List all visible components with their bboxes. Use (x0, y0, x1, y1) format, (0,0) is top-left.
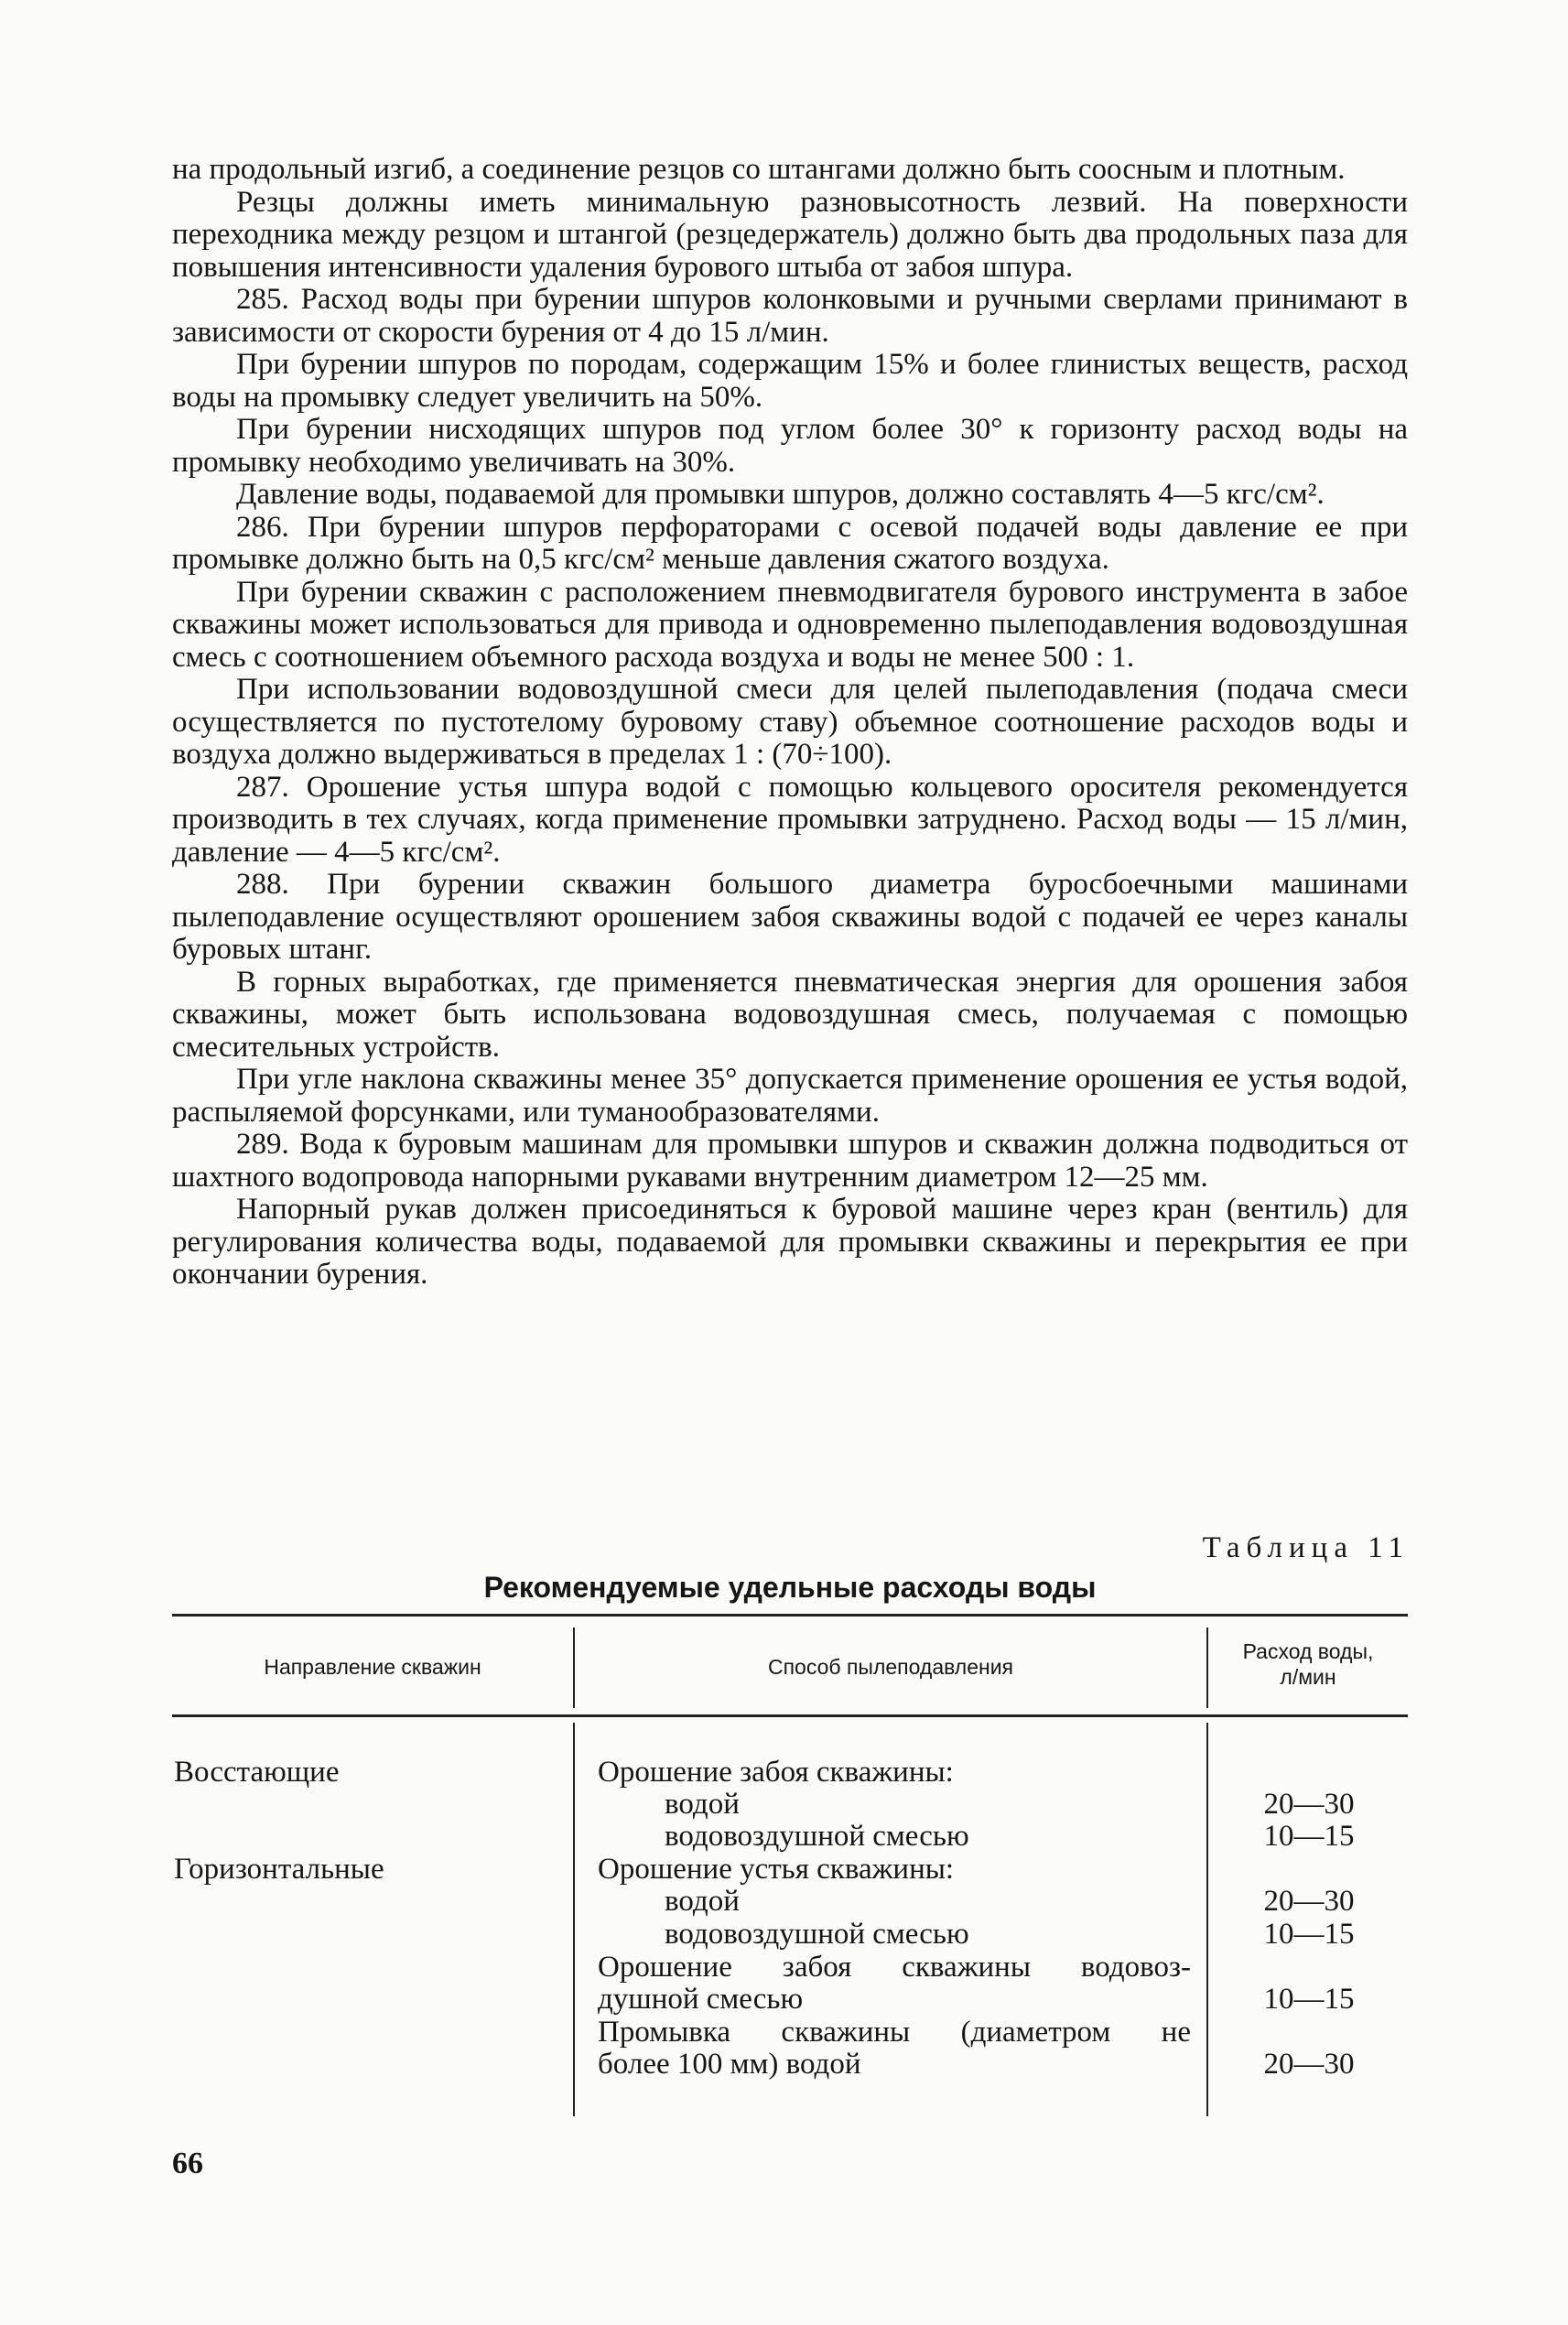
rate-cell: 20—30 (1263, 1788, 1355, 1821)
paragraph: 288. При бурении скважин большого диаметра буросбоечными машинами пылеподавление осуществляют орошением забоя скважины водой с подачей ее через каналы буровых штанг. (172, 868, 1408, 966)
rate-cell: 10—15 (1263, 1918, 1355, 1951)
paragraph: 285. Расход воды при бурении шпуров колонковыми и ручными сверлами принимают в зависимости от скорости бурения от 4 до 15 л/мин. (172, 283, 1408, 349)
rate-cell: 20—30 (1263, 1885, 1355, 1918)
paragraph: Резцы должны иметь минимальную разновысотность лезвий. На поверхности переходника между резцом и штангой (резцедержатель) должно быть два продольных паза для повышения интенсивности удаления бурового штыба от забоя шпура. (172, 185, 1408, 284)
method-line: Орошение устья скважины: (598, 1853, 955, 1886)
method-line: водой (665, 1788, 740, 1821)
paragraph: Напорный рукав должен присоединяться к буровой машине через кран (вентиль) для регулирования количества воды, подаваемой для промывки скважины и перекрытия ее при окончании бурения. (172, 1193, 1408, 1291)
paragraph: При использовании водовоздушной смеси для целей пылеподавления (подача смеси осуществляется по пустотелому буровому ставу) объемное соотношение расходов воды и воздуха должно выдерживаться в пределах 1 : (70÷100). (172, 673, 1408, 771)
column-divider (573, 1723, 575, 2116)
header-direction: Направление скважин (264, 1655, 481, 1679)
method-line: Орошение забоя скважины водовоз- (598, 1951, 1191, 1984)
method-line: душной смесью (598, 1983, 804, 2016)
paragraph: При угле наклона скважины менее 35° допускается применение орошения ее устья водой, распыляемой форсунками, или туманообразователями. (172, 1063, 1408, 1129)
header-rate-line: л/мин (1280, 1665, 1336, 1689)
rate-cell: 10—15 (1263, 1820, 1355, 1853)
paragraph: При бурении шпуров по породам, содержащим 15% и более глинистых веществ, расход воды на промывку следует увеличить на 50%. (172, 348, 1408, 414)
paragraph: 287. Орошение устья шпура водой с помощью кольцевого оросителя рекомендуется производить в тех случаях, когда применение промывки затруднено. Расход воды — 15 л/мин, давление — 4—5 кгс/см². (172, 770, 1408, 869)
paragraph: на продольный изгиб, а соединение резцов со штангами должно быть соосным и плотным. (172, 153, 1346, 186)
rate-cell: 20—30 (1263, 2048, 1355, 2081)
header-rate (1208, 1638, 1408, 1690)
rate-cell: 10—15 (1263, 1983, 1355, 2016)
column-divider (1206, 1723, 1208, 2116)
header-rate-line: Расход воды, (1242, 1639, 1374, 1663)
header-method: Способ пылеподавления (767, 1655, 1014, 1679)
table-header-rule (172, 1714, 1408, 1717)
method-line: водовоздушной смесью (665, 1820, 969, 1853)
paragraph: Давление воды, подаваемой для промывки шпуров, должно составлять 4—5 кгс/см². (236, 478, 1325, 511)
table-title: Рекомендуемые удельные расходы воды (483, 1571, 1097, 1604)
method-line: Промывка скважины (диаметром не (598, 2016, 1191, 2049)
paragraph: 286. При бурении шпуров перфораторами с осевой подачей воды давление ее при промывке должно быть на 0,5 кгс/см² меньше давления сжатого воздуха. (172, 510, 1408, 576)
table-top-rule (172, 1614, 1408, 1617)
method-line: более 100 мм) водой (598, 2048, 861, 2081)
paragraph: При бурении скважин с расположением пневмодвигателя бурового инструмента в забое скважины может использоваться для привода и одновременно пылеподавления водовоздушная смесь с соотношением объемного расхода воздуха и воды не менее 500 : 1. (172, 575, 1408, 674)
paragraph: При бурении нисходящих шпуров под углом более 30° к горизонту расход воды на промывку необходимо увеличивать на 30%. (172, 413, 1408, 479)
method-line: водой (665, 1885, 740, 1918)
body-text (172, 154, 1408, 1292)
direction-cell: Горизонтальные (174, 1853, 384, 1886)
page-number: 66 (172, 2147, 203, 2180)
paragraph: 289. Вода к буровым машинам для промывки шпуров и скважин должна подводиться от шахтного водопровода напорными рукавами внутренним диаметром 12—25 мм. (172, 1128, 1408, 1194)
paragraph: В горных выработках, где применяется пневматическая энергия для орошения забоя скважины, может быть использована водовоздушная смесь, получаемая с помощью смесительных устройств. (172, 965, 1408, 1064)
method-line: водовоздушной смесью (665, 1918, 969, 1951)
direction-cell: Восстающие (174, 1756, 340, 1789)
method-line: Орошение забоя скважины: (598, 1756, 954, 1789)
table-label: Таблица 11 (1202, 1531, 1410, 1564)
